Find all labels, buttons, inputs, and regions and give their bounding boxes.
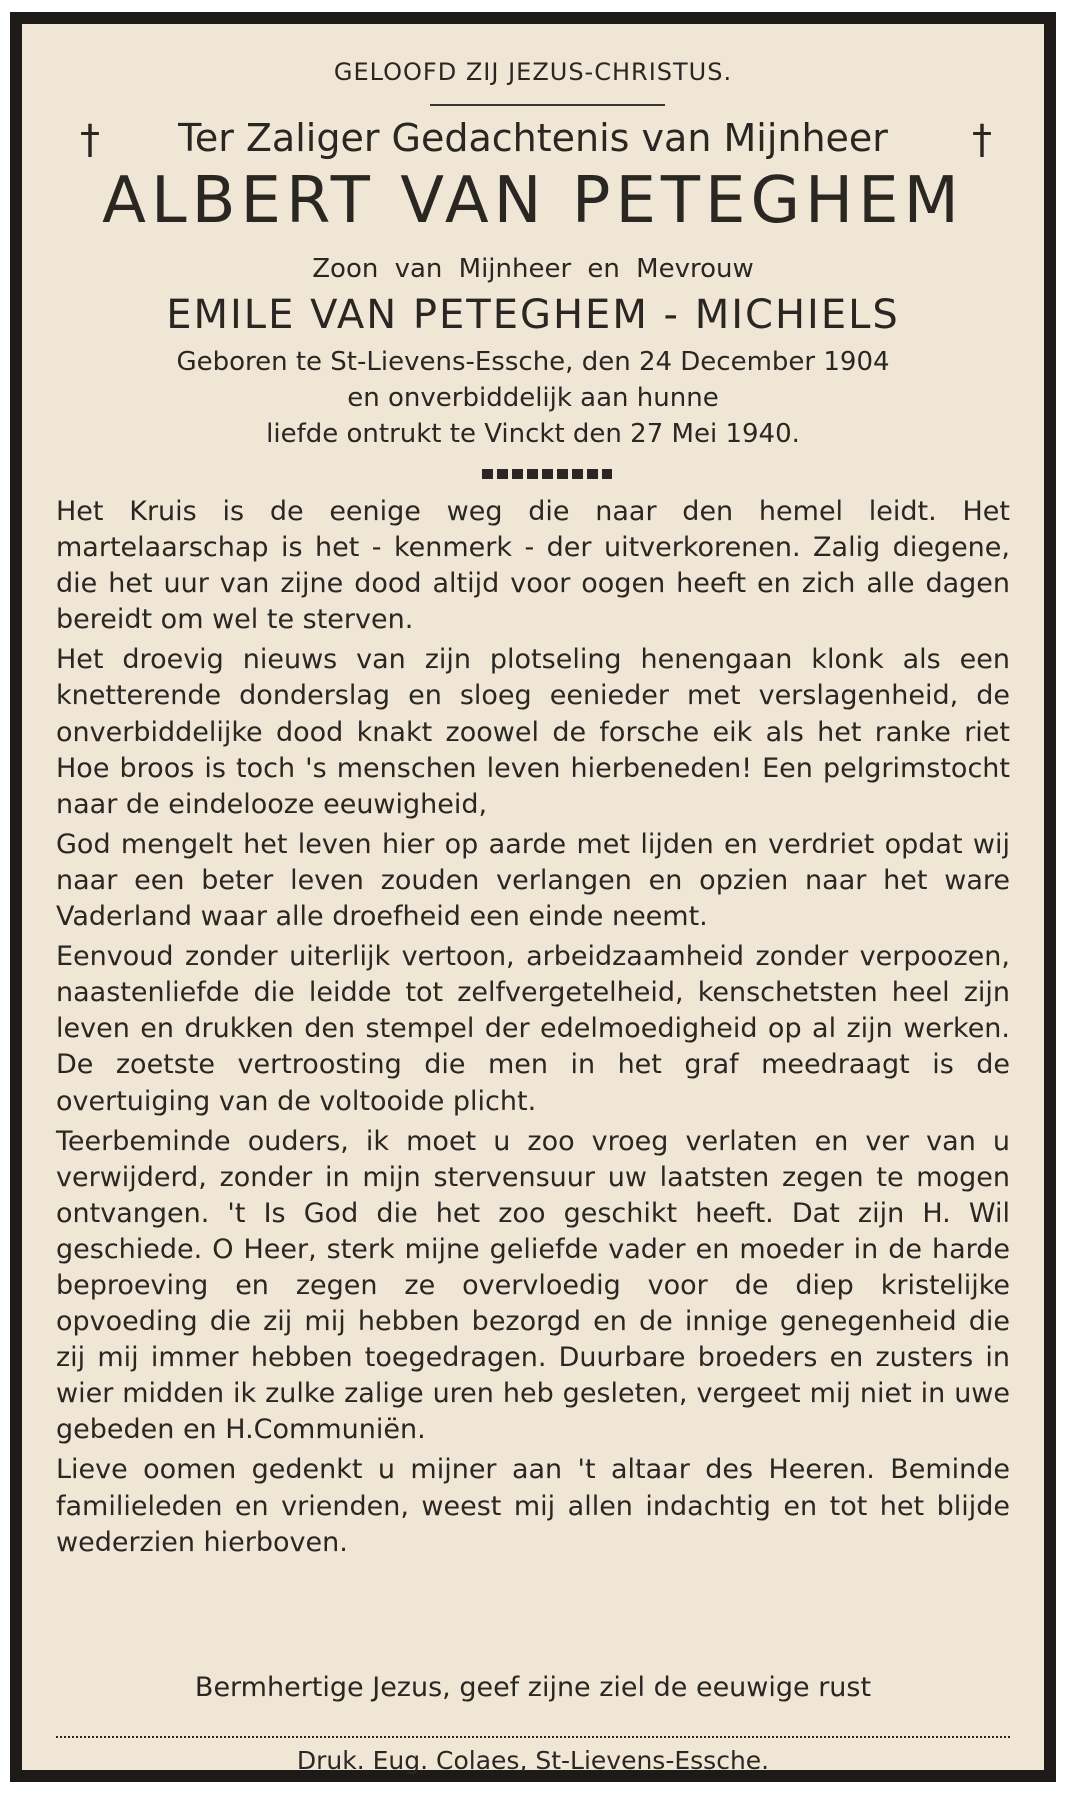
parents-intro: Zoon van Mijnheer en Mevrouw bbox=[312, 254, 754, 284]
ornament-divider bbox=[482, 469, 612, 479]
bottom-divider bbox=[56, 1736, 1010, 1741]
paragraph: Het Kruis is de eenige weg die naar den hemel leidt. Het martelaarschap is het - kenmerk - der uitverkorenen. Zalig diegene, die het uur van zijne dood altijd voor oogen heeft en zich alle dagen bereidt om wel te sterven. bbox=[56, 496, 1010, 636]
paragraph: Teerbeminde ouders, ik moet u zoo vroeg verlaten en ver van u verwijderd, zonder in mijn stervensuur uw laatsten zegen te mogen ontvangen. 't Is God die het zoo geschikt heeft. Dat zijn H. Wil geschiede. O Heer, sterk mijne geliefde vader en moeder in de harde beproeving en zegen ze overvloedig voor de diep kristelijke opvoeding die zij mij hebben bezorgd en de innige genegenheid die zij mij immer hebben toegedragen. Duurbare broeders en zusters in wier midden ik zulke zalige uren heb gesleten, vergeet mij niet in uwe gebeden en H.Communiën. bbox=[56, 1125, 1010, 1446]
paragraph: Lieve oomen gedenkt u mijner aan 't altaar des Heeren. Beminde familieleden en vrienden, weest mij allen indachtig en tot het blijde wederzien hierboven. bbox=[56, 1454, 1010, 1558]
closing-prayer: Bermhertige Jezus, geef zijne ziel de eeuwige rust bbox=[194, 1672, 872, 1703]
paragraph: God mengelt het leven hier op aarde met lijden en verdriet opdat wij naar een beter leven zouden verlangen en opzien naar het ware Vaderland waar alle droefheid een einde neemt. bbox=[56, 828, 1010, 933]
birth-line: Geboren te St-Lievens-Essche, den 24 December 1904 bbox=[176, 347, 890, 377]
motto: GELOOFD ZIJ JEZUS-CHRISTUS. bbox=[333, 58, 733, 86]
printer-credit: Druk. Eug. Colaes, St-Lievens-Essche. bbox=[296, 1746, 770, 1775]
memorial-card bbox=[10, 12, 1056, 1782]
paragraph: Het droevig nieuws van zijn plotseling henengaan klonk als een knetterende donderslag en sloeg eenieder met verslagenheid, de onverbiddelijke dood knakt zoowel de forsche eik als het ranke riet Hoe broos is toch 's menschen leven hierbeneden! Een pelgrimstocht naar de eindelooze eeuwigheid, bbox=[56, 644, 1010, 820]
parents-name: EMILE VAN PETEGHEM - MICHIELS bbox=[166, 292, 900, 338]
cross-left-icon: † bbox=[80, 117, 100, 163]
birth-death-info bbox=[22, 344, 1044, 452]
paragraph: Eenvoud zonder uiterlijk vertoon, arbeidzaamheid zonder verpoozen, naastenliefde die leidde tot zelfvergetelheid, kenschetsten heel zijn leven en drukken den stempel der edelmoedigheid op al zijn werken. De zoetste vertroosting die men in het graf meedraagt is de overtuiging van de voltooide plicht. bbox=[56, 941, 1010, 1117]
cross-right-icon: † bbox=[972, 117, 992, 163]
memorial-heading: Ter Zaliger Gedachtenis van Mijnheer bbox=[178, 116, 888, 160]
deceased-name: ALBERT VAN PETEGHEM bbox=[102, 164, 964, 238]
birth-line: en onverbiddelijk aan hunne bbox=[347, 383, 719, 413]
body-text bbox=[56, 494, 1010, 1565]
motto-underline bbox=[430, 104, 665, 106]
birth-line: liefde ontrukt te Vinckt den 27 Mei 1940. bbox=[266, 419, 800, 449]
